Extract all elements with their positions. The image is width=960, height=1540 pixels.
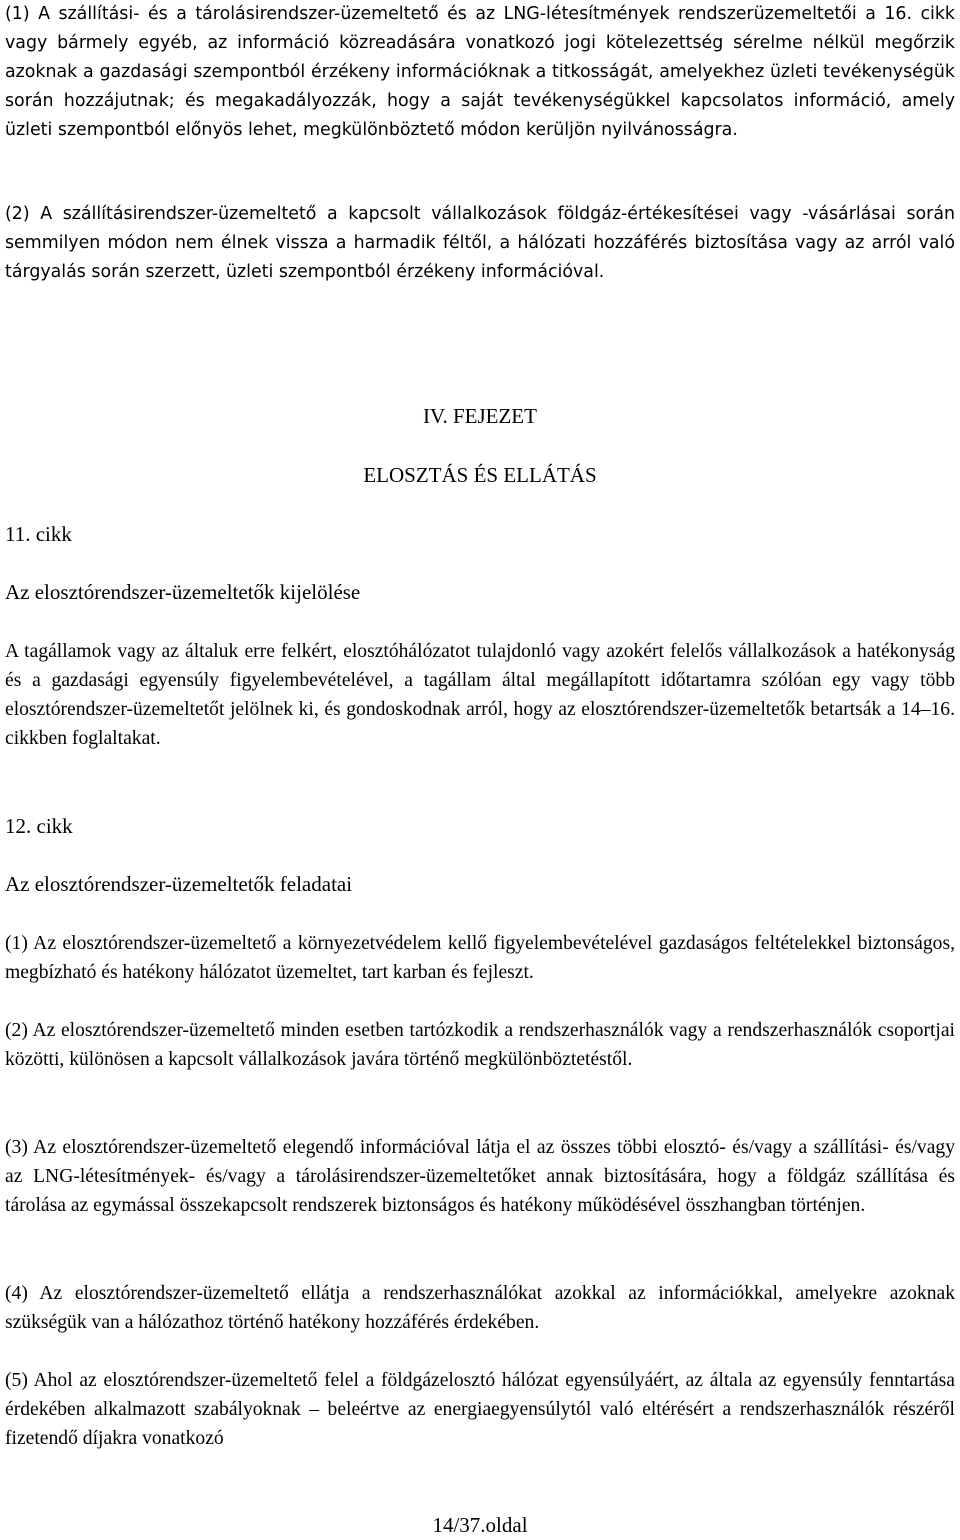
- article-11-number: 11. cikk: [5, 522, 72, 546]
- article-12-paragraph-4: (4) Az elosztórendszer-üzemeltető ellátja a rendszerhasználókat azokkal az információkkal, amelyekre azoknak szükségük van a hálózathoz történő hatékony hozzáférés érdekében.: [5, 1283, 955, 1333]
- article-11-title: Az elosztórendszer-üzemeltetők kijelölése: [5, 580, 361, 604]
- chapter-title: ELOSZTÁS ÉS ELLÁTÁS: [363, 463, 597, 487]
- article-12-title: Az elosztórendszer-üzemeltetők feladatai: [5, 872, 353, 896]
- article-12-paragraph-2: (2) Az elosztórendszer-üzemeltető minden esetben tartózkodik a rendszerhasználók vagy a rendszerhasználók csoportjai közötti, különösen a kapcsolt vállalkozások javára történő megkülönböztetéstől.: [5, 1020, 955, 1070]
- article-12-paragraph-5: (5) Ahol az elosztórendszer-üzemeltető felel a földgázelosztó hálózat egyensúlyáért, az általa az egyensúly fenntartása érdekében alkalmazott szabályoknak – beleértve az energiaegyensúlytól való eltérésért a rendszerhasználók részéről fizetendő díjakra vonatkozó: [5, 1370, 955, 1449]
- article-12-paragraph-1: (1) Az elosztórendszer-üzemeltető a környezetvédelem kellő figyelembevételével gazdaságos feltételekkel biztonságos, megbízható és hatékony hálózatot üzemeltet, tart karban és fejleszt.: [5, 933, 955, 983]
- article-11-text: A tagállamok vagy az általuk erre felkért, elosztóhálózatot tulajdonló vagy azokért felelős vállalkozások a hatékonyság és a gazdasági egyensúly figyelembevételével, a tagállam által megállapított időtartamra szólóan egy vagy több elosztórendszer-üzemeltetőt jelölnek ki, és gondoskodnak arról, hogy az elosztórendszer-üzemeltetők betartsák a 14–16. cikkben foglaltakat.: [5, 641, 955, 749]
- page-number-footer: 14/37.oldal: [432, 1513, 528, 1537]
- article-12-number: 12. cikk: [5, 814, 73, 838]
- article-12-paragraph-3: (3) Az elosztórendszer-üzemeltető elegendő információval látja el az összes többi elosztó- és/vagy a szállítási- és/vagy az LNG-létesítmények- és/vagy a tárolásirendszer-üzemeltetőket annak biztosítására, hogy a földgáz szállítása és tárolása az egymással összekapcsolt rendszerek biztonságos és hatékony működésével összhangban történjen.: [5, 1137, 955, 1216]
- paragraph-2: (2) A szállításirendszer-üzemeltető a kapcsolt vállalkozások földgáz-értékesítései vagy -vásárlásai során semmilyen módon nem élnek vissza a harmadik féltől, a hálózati hozzáférés biztosítása vagy az arról való tárgyalás során szerzett, üzleti szempontból érzékeny információval.: [5, 204, 955, 282]
- chapter-number: IV. FEJEZET: [423, 404, 537, 428]
- paragraph-1: (1) A szállítási- és a tárolásirendszer-üzemeltető és az LNG-létesítmények rendszerüzemeltetői a 16. cikk vagy bármely egyéb, az információ közreadására vonatkozó jogi kötelezettség sérelme nélkül megőrzik azoknak a gazdasági szempontból érzékeny információknak a titkosságát, amelyekhez üzleti tevékenységük során hozzájutnak; és megakadályozzák, hogy a saját tevékenységükkel kapcsolatos információ, amely üzleti szempontból előnyös lehet, megkülönböztető módon kerüljön nyilvánosságra.: [5, 4, 955, 140]
